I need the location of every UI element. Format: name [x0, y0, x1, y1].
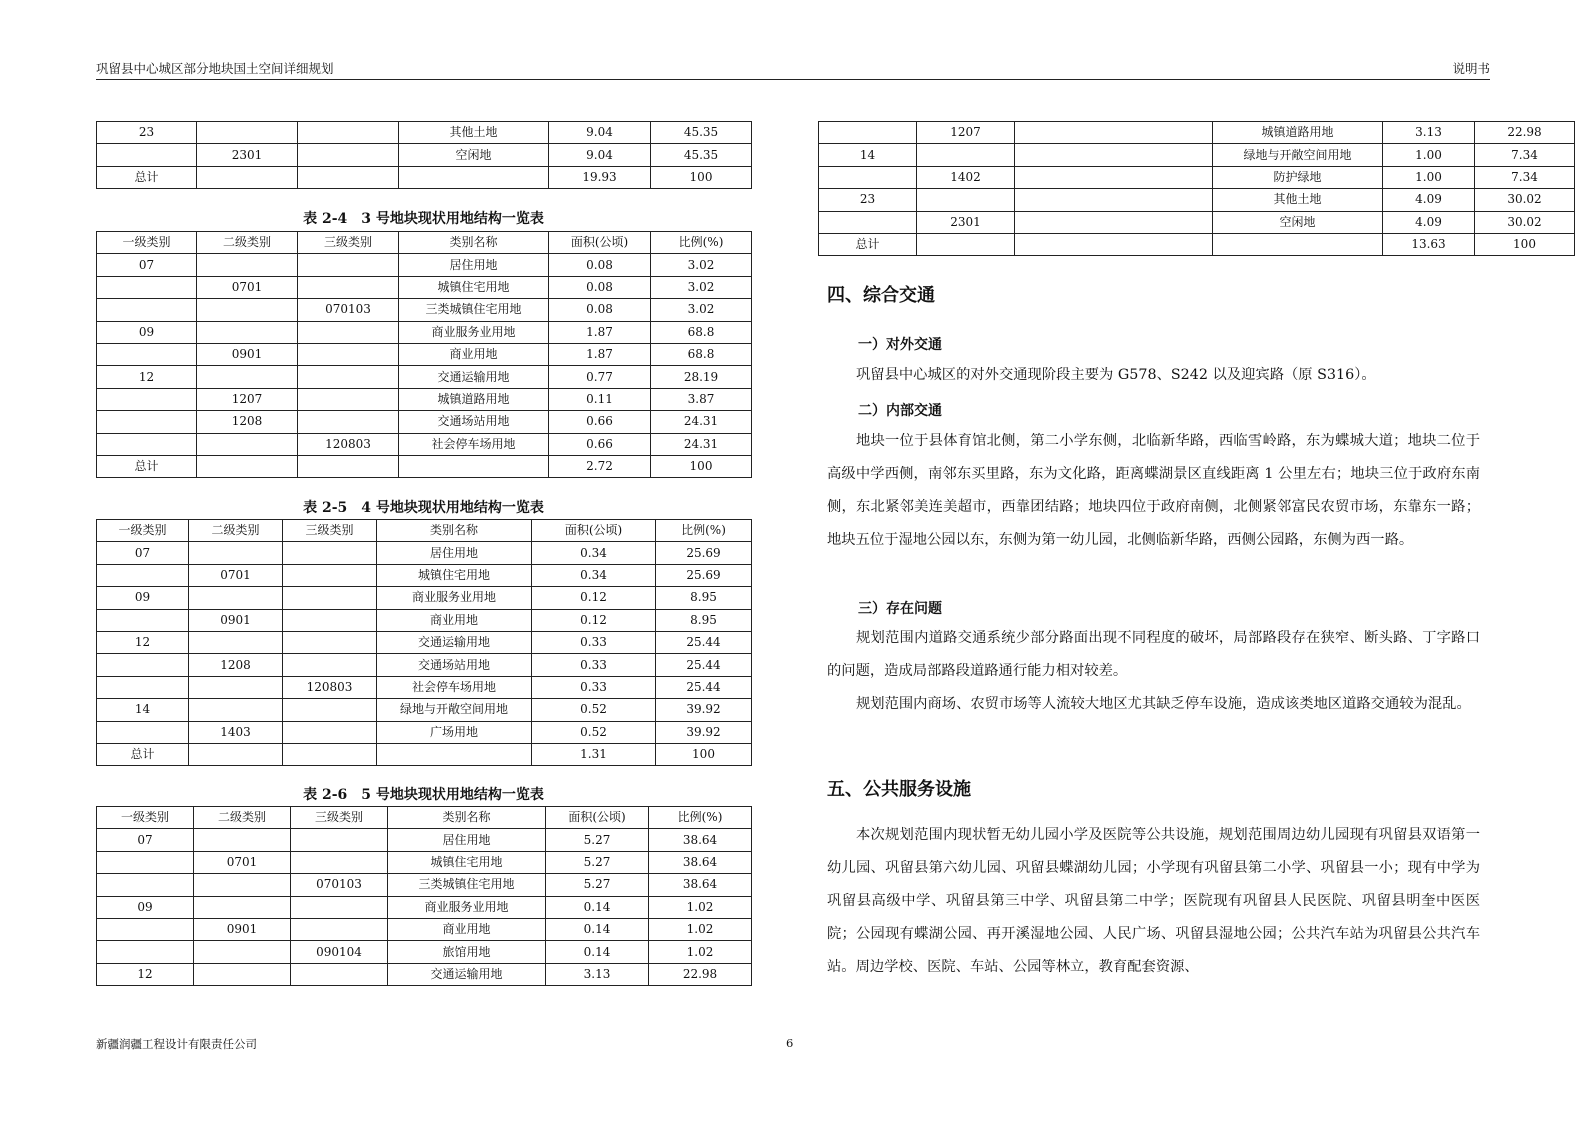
table-cell: 总计: [97, 455, 197, 477]
table-cell: 5.27: [546, 874, 649, 896]
table-cell: 0701: [189, 564, 283, 586]
table-row: [97, 433, 752, 455]
table-cell: 38.64: [649, 829, 752, 851]
table-cell: 0.12: [532, 587, 656, 609]
table-cell: 旅馆用地: [388, 941, 546, 963]
table-2-6-caption: 表 2-6 5 号地块现状用地结构一览表: [303, 787, 544, 803]
table-cell: 9.04: [549, 122, 651, 144]
table-cell: 3.13: [546, 963, 649, 985]
table-cell: 13.63: [1383, 233, 1475, 255]
table-cell: [291, 829, 388, 851]
table-row: [97, 122, 752, 144]
table-cell: 0.08: [549, 254, 651, 276]
table-cell: 三类城镇住宅用地: [399, 299, 549, 321]
table-cell: [283, 654, 377, 676]
table-cell: 空闲地: [1213, 211, 1383, 233]
table-cell: 总计: [97, 166, 197, 188]
table-cell: 100: [651, 455, 752, 477]
table-cell: [298, 276, 399, 298]
table-cell: 09: [97, 587, 189, 609]
table-cell: [97, 676, 189, 698]
section-4-sub3-heading: 三）存在问题: [858, 601, 942, 617]
column-header: 二级类别: [189, 520, 283, 542]
table-cell: 24.31: [651, 433, 752, 455]
table-cell: [97, 343, 197, 365]
table-cell: 09: [97, 321, 197, 343]
column-header: 二级类别: [194, 807, 291, 829]
table-header-row: [97, 232, 752, 254]
table-cell: 070103: [291, 874, 388, 896]
table-cell: [1015, 189, 1213, 211]
table-cell: 0.33: [532, 631, 656, 653]
table-cell: 3.87: [651, 388, 752, 410]
table-cell: [298, 122, 399, 144]
table-cell: 1207: [197, 388, 298, 410]
table-cell: 25.44: [656, 631, 752, 653]
section-4-p2: 地块一位于县体育馆北侧，第二小学东侧，北临新华路，西临雪岭路，东为蝶城大道；地块二位于高级中学西侧，南邻东买里路，东为文化路，距离蝶湖景区直线距离 1 公里左右；地块三位于政府东南侧，东北紧邻美连美超市，西靠团结路；地块四位于政府南侧，北侧紧邻富民农贸市场，东靠东一路；地块五位于湿地公园以东，东侧为第一幼儿园，北侧临新华路，西侧公园路，东侧为西一路。: [827, 433, 1480, 548]
table-cell: 总计: [97, 743, 189, 765]
table-cell: [197, 299, 298, 321]
table-cell: [97, 276, 197, 298]
table-cell: 23: [97, 122, 197, 144]
table-row: [97, 254, 752, 276]
table-cell: 12: [97, 366, 197, 388]
column-header: 类别名称: [388, 807, 546, 829]
table-cell: 7.34: [1475, 144, 1575, 166]
table-cell: [819, 211, 917, 233]
table-cell: [819, 166, 917, 188]
table-cell: 1.87: [549, 321, 651, 343]
table-cell: [97, 433, 197, 455]
table-2-5: [96, 519, 752, 766]
table-cell: 45.35: [651, 144, 752, 166]
table-cell: 绿地与开敞空间用地: [1213, 144, 1383, 166]
table-cell: 19.93: [549, 166, 651, 188]
table-cell: 绿地与开敞空间用地: [377, 699, 532, 721]
page-header: [96, 57, 1490, 80]
header-title: 巩留县中心城区部分地块国土空间详细规划: [96, 61, 334, 76]
table-cell: [97, 564, 189, 586]
table-cell: 12: [97, 631, 189, 653]
table-cell: [1015, 166, 1213, 188]
table-cell: 商业服务业用地: [377, 587, 532, 609]
table-cell: [1213, 233, 1383, 255]
column-header: 三级类别: [283, 520, 377, 542]
table-cell: 100: [1475, 233, 1575, 255]
table-row: [819, 211, 1575, 233]
table-cell: 0.14: [546, 918, 649, 940]
table-cell: 商业用地: [388, 918, 546, 940]
table-cell: [189, 743, 283, 765]
table-cell: 22.98: [1475, 122, 1575, 144]
table-cell: 07: [97, 542, 189, 564]
table-cell: [194, 829, 291, 851]
table-cell: [917, 189, 1015, 211]
table-cell: [283, 564, 377, 586]
section-4-sub2-heading: 二）内部交通: [858, 403, 942, 419]
table-cell: 14: [97, 699, 189, 721]
table-cell: 30.02: [1475, 211, 1575, 233]
table-cell: 1.02: [649, 918, 752, 940]
section-4-heading: 四、综合交通: [827, 285, 935, 306]
table-cell: 39.92: [656, 721, 752, 743]
table-row: [97, 874, 752, 896]
column-header: 一级类别: [97, 520, 189, 542]
table-cell: 9.04: [549, 144, 651, 166]
table-cell: 其他土地: [399, 122, 549, 144]
table-cell: 8.95: [656, 609, 752, 631]
table-row: [97, 941, 752, 963]
table-cell: 0.52: [532, 699, 656, 721]
table-header-row: [97, 807, 752, 829]
table-cell: 0901: [197, 343, 298, 365]
table-cell: [283, 609, 377, 631]
column-header: 类别名称: [377, 520, 532, 542]
table-cell: 0.08: [549, 299, 651, 321]
column-header: 面积(公顷): [546, 807, 649, 829]
table-cell: 1208: [189, 654, 283, 676]
table-row: [97, 564, 752, 586]
table-cell: [97, 411, 197, 433]
table-cell: 24.31: [651, 411, 752, 433]
table-row: [97, 587, 752, 609]
table-row: [97, 411, 752, 433]
table-cell: [194, 963, 291, 985]
table-row: [819, 122, 1575, 144]
table-row: [97, 343, 752, 365]
table-cell: 5.27: [546, 851, 649, 873]
table-cell: [283, 587, 377, 609]
table-cell: [291, 851, 388, 873]
table-2-6: [96, 806, 752, 986]
table-cell: 交通运输用地: [399, 366, 549, 388]
table-cell: 空闲地: [399, 144, 549, 166]
column-header: 比例(%): [651, 232, 752, 254]
page-number: 6: [786, 1036, 794, 1050]
table-cell: 4.09: [1383, 211, 1475, 233]
table-cell: [377, 743, 532, 765]
table-2-4: [96, 231, 752, 478]
table-cell: 城镇住宅用地: [388, 851, 546, 873]
table-cell: [97, 654, 189, 676]
table-cell: [97, 851, 194, 873]
table-cell: [917, 233, 1015, 255]
table-cell: 25.69: [656, 542, 752, 564]
table-cell: [97, 918, 194, 940]
table-cell: 交通场站用地: [377, 654, 532, 676]
section-4-sub1-heading: 一）对外交通: [858, 337, 942, 353]
table-row: [97, 276, 752, 298]
table-cell: 12: [97, 963, 194, 985]
table-cell: 交通运输用地: [377, 631, 532, 653]
table-cell: 0901: [194, 918, 291, 940]
table-row: [97, 721, 752, 743]
table-cell: [283, 699, 377, 721]
table-cell: 68.8: [651, 321, 752, 343]
table-row: [97, 388, 752, 410]
table-cell: 1.87: [549, 343, 651, 365]
table-cell: 商业用地: [399, 343, 549, 365]
table-cell: 100: [656, 743, 752, 765]
table-cell: 22.98: [649, 963, 752, 985]
table-cell: [189, 587, 283, 609]
table-row: [819, 144, 1575, 166]
column-header: 比例(%): [649, 807, 752, 829]
table-cell: 交通运输用地: [388, 963, 546, 985]
table-cell: 总计: [819, 233, 917, 255]
table-row: [97, 609, 752, 631]
table-cell: [298, 366, 399, 388]
table-row: [97, 455, 752, 477]
table-cell: [399, 455, 549, 477]
table-cell: 1.02: [649, 896, 752, 918]
table-cell: [291, 963, 388, 985]
table-cell: [197, 321, 298, 343]
table-cell: [819, 122, 917, 144]
table-cell: [197, 433, 298, 455]
table-row: [819, 166, 1575, 188]
table-cell: 39.92: [656, 699, 752, 721]
table-2-4-caption: 表 2-4 3 号地块现状用地结构一览表: [303, 211, 544, 227]
table-row: [97, 321, 752, 343]
table-cell: 38.64: [649, 851, 752, 873]
table-cell: [1015, 233, 1213, 255]
table-cell: 0.33: [532, 654, 656, 676]
column-header: 三级类别: [298, 232, 399, 254]
table-cell: 38.64: [649, 874, 752, 896]
table-cell: 3.02: [651, 299, 752, 321]
table-cell: 1.31: [532, 743, 656, 765]
table-cell: [298, 144, 399, 166]
table-cell: [1015, 211, 1213, 233]
table-cell: 25.44: [656, 654, 752, 676]
table-cell: 0701: [197, 276, 298, 298]
table-row: [97, 851, 752, 873]
table-row: [97, 699, 752, 721]
table-cell: [194, 874, 291, 896]
table-cell: [97, 144, 197, 166]
table-cell: [97, 388, 197, 410]
table-cell: [189, 542, 283, 564]
section-5-heading: 五、公共服务设施: [827, 779, 971, 800]
table-cell: [291, 918, 388, 940]
table-cell: 2301: [917, 211, 1015, 233]
table-cell: 其他土地: [1213, 189, 1383, 211]
table-cell: 商业服务业用地: [399, 321, 549, 343]
table-cell: [283, 743, 377, 765]
table-cell: 0701: [194, 851, 291, 873]
table-cell: 0.66: [549, 411, 651, 433]
table-cell: 120803: [283, 676, 377, 698]
table-cell: 1208: [197, 411, 298, 433]
header-doc-type: 说明书: [1452, 61, 1490, 76]
section-4-p1: 巩留县中心城区的对外交通现阶段主要为 G578、S242 以及迎宾路（原 S316）。: [856, 367, 1376, 383]
table-cell: [399, 166, 549, 188]
table-cell: [197, 166, 298, 188]
table-cell: 8.95: [656, 587, 752, 609]
table-cell: 090104: [291, 941, 388, 963]
table-cell: 城镇住宅用地: [399, 276, 549, 298]
column-header: 一级类别: [97, 232, 197, 254]
table-row: [97, 918, 752, 940]
table-cell: 070103: [298, 299, 399, 321]
table-cell: [298, 411, 399, 433]
table-cell: 城镇住宅用地: [377, 564, 532, 586]
table-cell: 广场用地: [377, 721, 532, 743]
table-cell: 28.19: [651, 366, 752, 388]
table-row: [97, 542, 752, 564]
table-cell: 7.34: [1475, 166, 1575, 188]
section-4-p4: 规划范围内商场、农贸市场等人流较大地区尤其缺乏停车设施，造成该类地区道路交通较为混乱。: [856, 696, 1471, 712]
table-cell: 100: [651, 166, 752, 188]
table-cell: 居住用地: [377, 542, 532, 564]
table-row: [97, 743, 752, 765]
table-cell: [283, 542, 377, 564]
table-cell: [194, 896, 291, 918]
table-row: [819, 189, 1575, 211]
column-header: 类别名称: [399, 232, 549, 254]
column-header: 比例(%): [656, 520, 752, 542]
table-cell: 防护绿地: [1213, 166, 1383, 188]
table-cell: [197, 366, 298, 388]
table-cell: 0.52: [532, 721, 656, 743]
table-cell: [291, 896, 388, 918]
table-cell: 45.35: [651, 122, 752, 144]
table-cell: [298, 455, 399, 477]
footer-company: 新疆润疆工程设计有限责任公司: [96, 1037, 257, 1051]
table-cell: 23: [819, 189, 917, 211]
table-cell: [97, 609, 189, 631]
table-cell: 4.09: [1383, 189, 1475, 211]
table-cell: 0.12: [532, 609, 656, 631]
table-cell: [97, 941, 194, 963]
table-row: [97, 654, 752, 676]
table-cell: [1015, 144, 1213, 166]
table-cell: 居住用地: [399, 254, 549, 276]
table-cell: [298, 388, 399, 410]
table-cell: 2.72: [549, 455, 651, 477]
table-cell: [189, 699, 283, 721]
table-cell: 三类城镇住宅用地: [388, 874, 546, 896]
table-cell: 5.27: [546, 829, 649, 851]
table-cell: 1.00: [1383, 166, 1475, 188]
table-cell: 1402: [917, 166, 1015, 188]
section-4-p3: 规划范围内道路交通系统少部分路面出现不同程度的破坏，局部路段存在狭窄、断头路、丁字路口的问题，造成局部路段道路通行能力相对较差。: [827, 630, 1480, 679]
column-header: 面积(公顷): [549, 232, 651, 254]
table-cell: [189, 676, 283, 698]
table-row: [819, 233, 1575, 255]
table-cell: [97, 874, 194, 896]
table-cell: [283, 631, 377, 653]
table-cell: [298, 166, 399, 188]
table-cell: 3.02: [651, 254, 752, 276]
column-header: 一级类别: [97, 807, 194, 829]
table-cell: 120803: [298, 433, 399, 455]
table-cell: 交通场站用地: [399, 411, 549, 433]
table-row: [97, 166, 752, 188]
table-cell: [197, 122, 298, 144]
table-cell: [283, 721, 377, 743]
table-cell: [1015, 122, 1213, 144]
table-cell: 1.02: [649, 941, 752, 963]
table-cell: [189, 631, 283, 653]
table-row: [97, 963, 752, 985]
table-row: [97, 631, 752, 653]
table-row: [97, 676, 752, 698]
table-cell: 3.02: [651, 276, 752, 298]
table-row: [97, 144, 752, 166]
table-cell: 商业服务业用地: [388, 896, 546, 918]
table-cell: [197, 455, 298, 477]
table-cell: 07: [97, 829, 194, 851]
table-cell: 09: [97, 896, 194, 918]
table-cell: 城镇道路用地: [399, 388, 549, 410]
table-cell: 07: [97, 254, 197, 276]
table-cell: 14: [819, 144, 917, 166]
column-header: 二级类别: [197, 232, 298, 254]
table-cell: [298, 254, 399, 276]
table-cell: 25.44: [656, 676, 752, 698]
table-row: [97, 829, 752, 851]
table-cell: [197, 254, 298, 276]
table-2-5-caption: 表 2-5 4 号地块现状用地结构一览表: [303, 500, 544, 516]
table-cell: [917, 144, 1015, 166]
section-5-p1: 本次规划范围内现状暂无幼儿园小学及医院等公共设施，规划范围周边幼儿园现有巩留县双语第一幼儿园、巩留县第六幼儿园、巩留县蝶湖幼儿园；小学现有巩留县第二小学、巩留县一小；现有中学为巩留县高级中学、巩留县第三中学、巩留县第二中学；医院现有巩留县人民医院、巩留县明奎中医医院；公园现有蝶湖公园、再开溪湿地公园、人民广场、巩留县湿地公园；公共汽车站为巩留县公共汽车站。周边学校、医院、车站、公园等林立，教育配套资源、: [827, 827, 1480, 975]
table-cell: 1403: [189, 721, 283, 743]
column-header: 面积(公顷): [532, 520, 656, 542]
table-cell: 0.11: [549, 388, 651, 410]
table-cell: 1.00: [1383, 144, 1475, 166]
table-cell: [194, 941, 291, 963]
table-cell: 0.14: [546, 896, 649, 918]
table-continued-top-left: [96, 121, 752, 189]
table-cell: 居住用地: [388, 829, 546, 851]
table-cell: [298, 343, 399, 365]
table-cell: [97, 721, 189, 743]
table-cell: 0.66: [549, 433, 651, 455]
table-cell: 0.34: [532, 564, 656, 586]
column-header: 三级类别: [291, 807, 388, 829]
table-row: [97, 896, 752, 918]
table-cell: [97, 299, 197, 321]
table-cell: 社会停车场用地: [399, 433, 549, 455]
table-header-row: [97, 520, 752, 542]
table-cell: 0901: [189, 609, 283, 631]
table-row: [97, 299, 752, 321]
table-cell: 社会停车场用地: [377, 676, 532, 698]
table-cell: 25.69: [656, 564, 752, 586]
table-cell: 0.33: [532, 676, 656, 698]
table-cell: 68.8: [651, 343, 752, 365]
table-cell: 3.13: [1383, 122, 1475, 144]
table-cell: 商业用地: [377, 609, 532, 631]
table-continued-top-right: [818, 121, 1575, 256]
table-cell: 0.14: [546, 941, 649, 963]
table-cell: 1207: [917, 122, 1015, 144]
table-cell: 2301: [197, 144, 298, 166]
table-cell: 城镇道路用地: [1213, 122, 1383, 144]
table-cell: 0.08: [549, 276, 651, 298]
table-cell: 0.77: [549, 366, 651, 388]
table-cell: 30.02: [1475, 189, 1575, 211]
table-cell: [298, 321, 399, 343]
table-cell: 0.34: [532, 542, 656, 564]
table-row: [97, 366, 752, 388]
